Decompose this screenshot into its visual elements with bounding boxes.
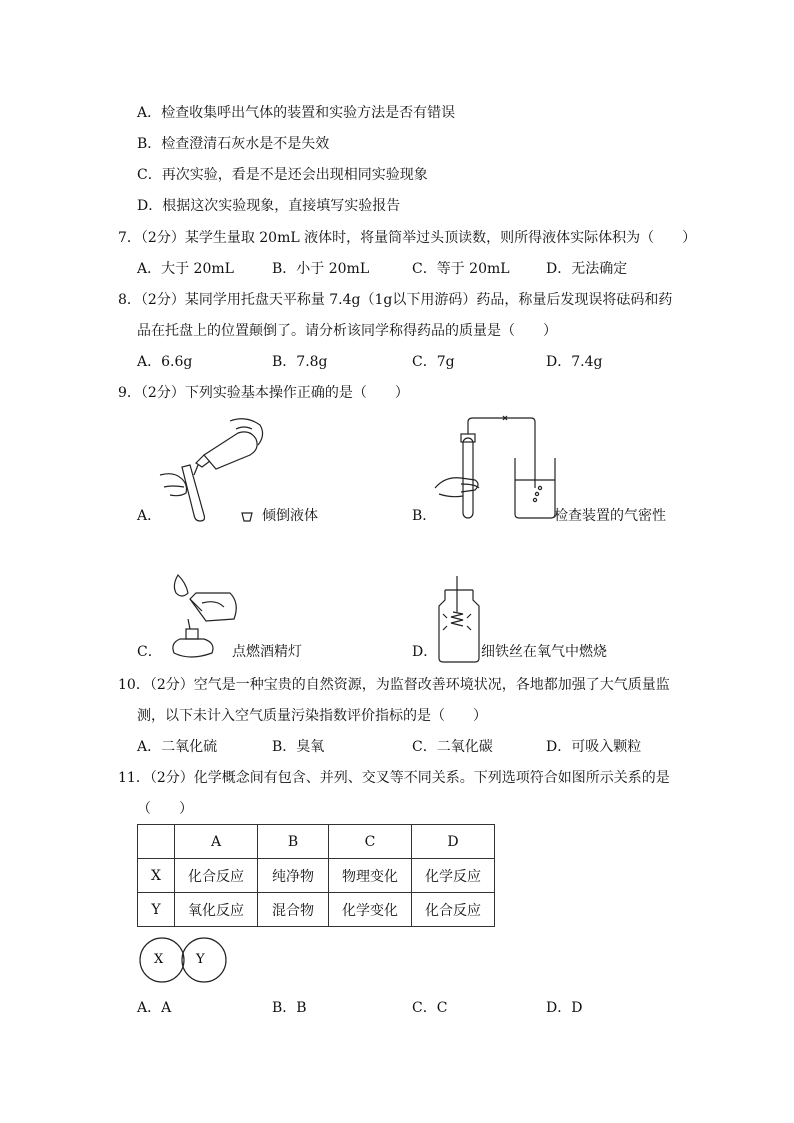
q7-option-b: B．小于 20mL bbox=[272, 261, 370, 277]
table-cell: 化学反应 bbox=[412, 859, 495, 893]
q11-option-a: A．A bbox=[137, 1000, 172, 1016]
table-cell: 纯净物 bbox=[258, 859, 329, 893]
venn-label-y: Y bbox=[196, 952, 205, 967]
table-cell: 化学变化 bbox=[329, 893, 412, 927]
airtightness-check-illustration bbox=[435, 418, 555, 526]
table-cell: B bbox=[258, 825, 329, 859]
q8-stem-line1: 8．（2分）某同学用托盘天平称量 7.4g（1g以下用游码）药品，称量后发现误将砝码和药 bbox=[118, 292, 673, 308]
q9-option-a-label: A． bbox=[137, 508, 162, 524]
table-cell bbox=[138, 825, 175, 859]
table-cell: 化合反应 bbox=[175, 859, 258, 893]
q11-stem-line1: 11．（2分）化学概念间有包含、并列、交叉等不同关系。下列选项符合如图所示关系的是 bbox=[118, 770, 670, 786]
table-cell: A bbox=[175, 825, 258, 859]
q9-option-b-caption: 检查装置的气密性 bbox=[554, 508, 666, 524]
q11-table bbox=[137, 824, 495, 927]
q8-option-b: B．7.8g bbox=[272, 354, 328, 370]
q7-stem: 7．（2分）某学生量取 20mL 液体时，将量筒举过头顶读数，则所得液体实际体积为（ ） bbox=[118, 230, 697, 246]
q6-option-b: B．检查澄清石灰水是不是失效 bbox=[137, 136, 330, 152]
venn-label-x: X bbox=[154, 952, 164, 967]
q10-option-a: A．二氧化硫 bbox=[137, 739, 218, 755]
table-cell: 物理变化 bbox=[329, 859, 412, 893]
table-row bbox=[138, 893, 495, 927]
q10-option-d: D．可吸入颗粒 bbox=[546, 739, 642, 755]
q8-stem-line2: 品在托盘上的位置颠倒了。请分析该同学称得药品的质量是（ ） bbox=[137, 323, 557, 339]
iron-wire-combustion-illustration bbox=[437, 576, 481, 662]
alcohol-lamp-illustration bbox=[160, 573, 240, 663]
q9-option-d-caption: 细铁丝在氧气中燃烧 bbox=[481, 644, 607, 660]
q6-option-a: A．检查收集呼出气体的装置和实验方法是否有错误 bbox=[137, 105, 456, 121]
table-cell: 氧化反应 bbox=[175, 893, 258, 927]
q7-option-a: A．大于 20mL bbox=[137, 261, 234, 277]
q9-option-c-label: C． bbox=[137, 644, 162, 660]
table-cell: Y bbox=[138, 893, 175, 927]
q6-option-c: C．再次实验，看是不是还会出现相同实验现象 bbox=[137, 167, 428, 183]
q10-option-c: C．二氧化碳 bbox=[412, 739, 493, 755]
q8-option-a: A．6.6g bbox=[137, 354, 193, 370]
table-cell: 混合物 bbox=[258, 893, 329, 927]
table-cell: D bbox=[412, 825, 495, 859]
q11-option-d: D．D bbox=[546, 1000, 583, 1016]
q10-stem-line1: 10．（2分）空气是一种宝贵的自然资源，为监督改善环境状况，各地都加强了大气质量监 bbox=[118, 677, 670, 693]
q9-option-c-caption: 点燃酒精灯 bbox=[232, 644, 302, 660]
q7-option-c: C．等于 20mL bbox=[412, 261, 510, 277]
pouring-liquid-illustration bbox=[160, 415, 270, 525]
stopper-icon bbox=[242, 513, 252, 521]
q7-option-d: D．无法确定 bbox=[546, 261, 628, 277]
q10-stem-line2: 测，以下未计入空气质量污染指数评价指标的是（ ） bbox=[137, 708, 487, 724]
table-row bbox=[138, 825, 495, 859]
q11-option-c: C．C bbox=[412, 1000, 448, 1016]
q9-option-a-caption: 倾倒液体 bbox=[262, 508, 318, 524]
q11-stem-line2: （ ） bbox=[137, 801, 193, 817]
q8-option-d: D．7.4g bbox=[546, 354, 603, 370]
q11-option-b: B．B bbox=[272, 1000, 307, 1016]
table-cell: 化合反应 bbox=[412, 893, 495, 927]
q10-option-b: B．臭氧 bbox=[272, 739, 325, 755]
q9-option-b-label: B． bbox=[412, 508, 437, 524]
q9-stem: 9．（2分）下列实验基本操作正确的是（ ） bbox=[118, 385, 409, 401]
venn-diagram bbox=[138, 932, 230, 988]
q6-option-d: D．根据这次实验现象，直接填写实验报告 bbox=[137, 198, 401, 214]
table-row bbox=[138, 859, 495, 893]
table-cell: C bbox=[329, 825, 412, 859]
q9-option-d-label: D． bbox=[412, 644, 438, 660]
q8-option-c: C．7g bbox=[412, 354, 455, 370]
table-cell: X bbox=[138, 859, 175, 893]
